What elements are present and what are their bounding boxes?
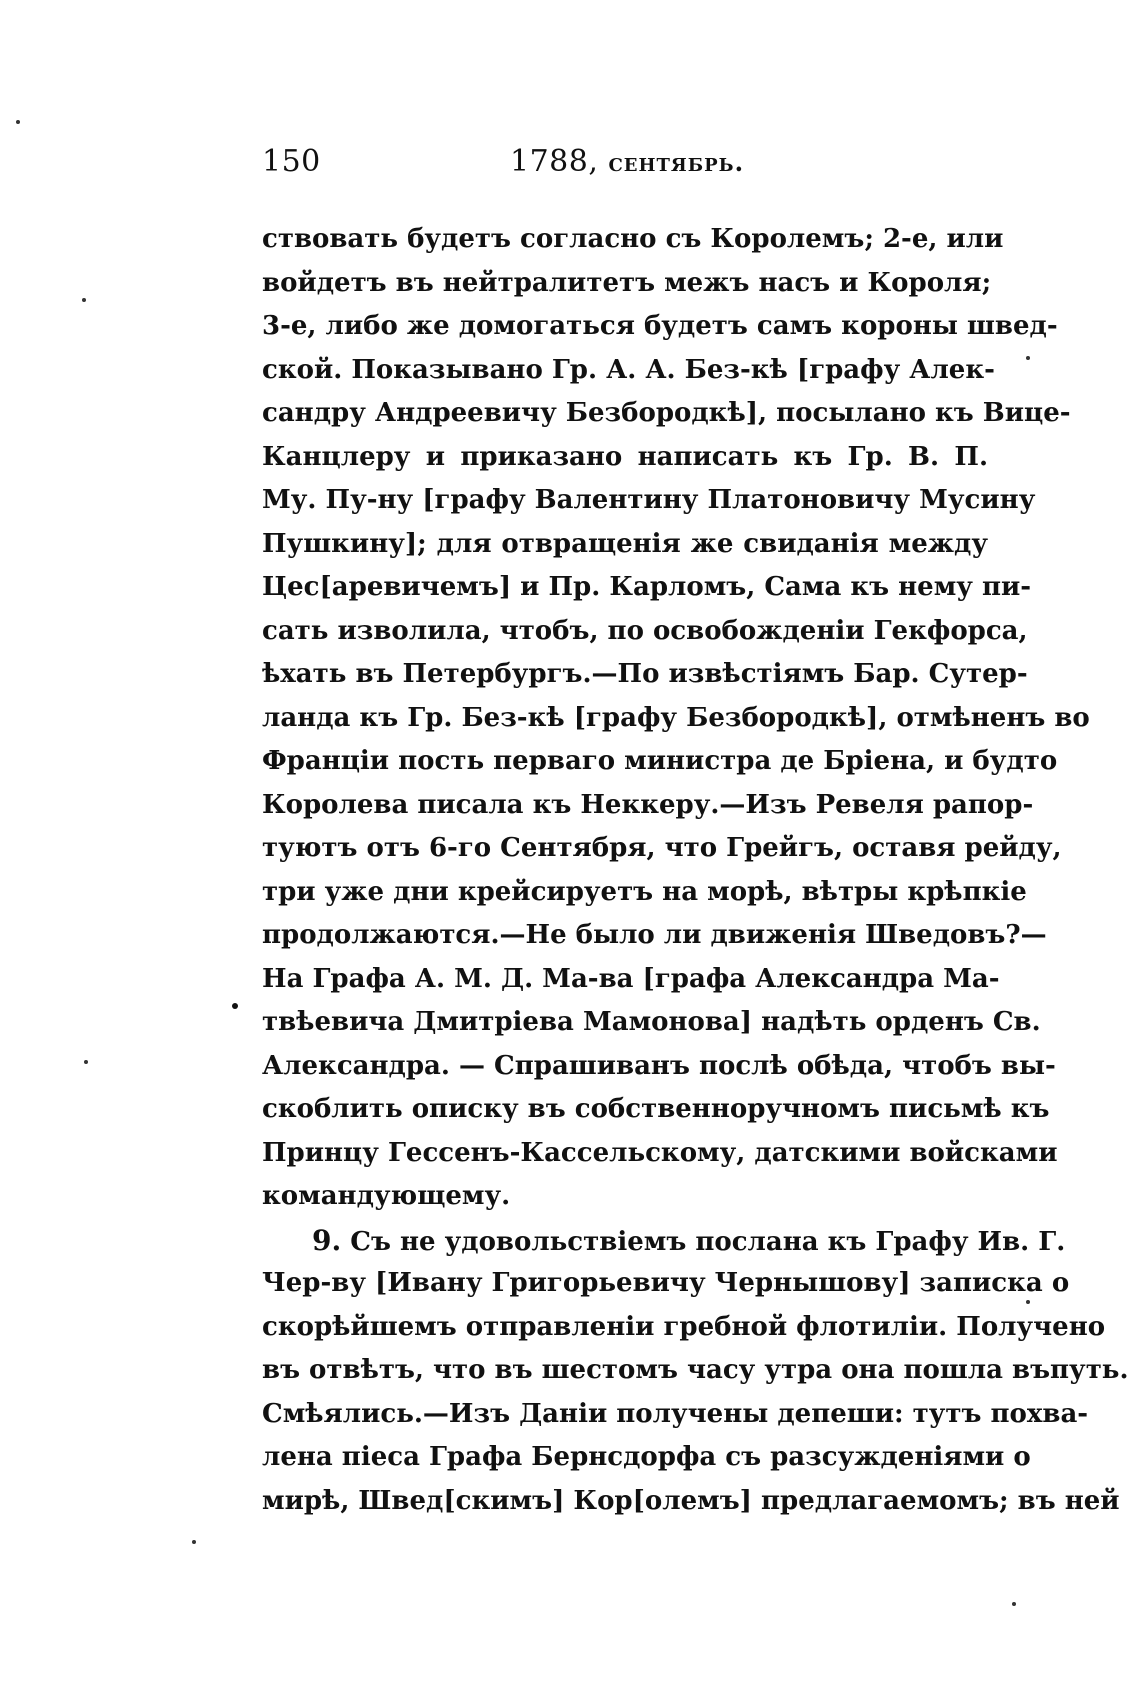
text-line: командующему.	[262, 1181, 511, 1211]
paragraph-number: 9.	[312, 1223, 342, 1257]
text-line: Канцлеру и приказано написать къ Гр. В. П.	[262, 441, 988, 472]
text-line: Королева писала къ Неккеру.—Изъ Ревеля рапор-	[262, 789, 1034, 820]
text-line: 3-е, либо же домогаться будетъ самъ короны швед-	[262, 311, 1058, 341]
text-line: Александра. — Спрашиванъ послѣ обѣда, чтобъ вы-	[262, 1050, 1056, 1081]
scan-speck	[82, 298, 86, 302]
text-line: На Графа А. М. Д. Ма-ва [графа Александра Ма-	[262, 963, 1000, 994]
scan-speck	[84, 1060, 88, 1064]
text-line: сандру Андреевичу Безбородкѣ], посылано къ Вице-	[262, 398, 1071, 428]
text-line: скоблить описку въ собственноручномъ письмѣ къ	[262, 1094, 1050, 1124]
text-line: скорѣйшемъ отправленіи гребной флотиліи. Получено	[262, 1311, 1106, 1342]
text-line: твѣевича Дмитріева Мамонова] надѣть орденъ Св.	[262, 1007, 1041, 1037]
text-line: Принцу Гессенъ-Кассельскому, датскими войсками	[262, 1137, 1058, 1168]
text-line: Пушкину]; для отвращенія же свиданія между	[262, 528, 988, 559]
page-number: 150	[262, 144, 321, 179]
scan-speck	[232, 1003, 238, 1009]
running-head	[510, 142, 744, 183]
text-line: три уже дни крейсируетъ на морѣ, вѣтры крѣпкіе	[262, 876, 1027, 907]
paragraph-9-text: Съ не удовольствіемъ послана къ Графу Ив. Г.	[350, 1226, 1066, 1257]
text-line: Цес[аревичемъ] и Пр. Карломъ, Сама къ нему пи-	[262, 572, 1032, 602]
text-line: ской. Показывано Гр. А. А. Без-кѣ [графу Алек-	[262, 354, 995, 385]
text-line: Смѣялись.—Изъ Даніи получены депеши: тутъ похва-	[262, 1398, 1089, 1429]
text-line: ланда къ Гр. Без-кѣ [графу Безбородкѣ], отмѣненъ во	[262, 702, 1090, 733]
scan-speck	[16, 120, 20, 124]
text-line: туютъ отъ 6-го Сентября, что Грейгъ, оставя рейду,	[262, 833, 1062, 863]
text-line: мирѣ, Швед[скимъ] Кор[олемъ] предлагаемомъ; въ ней	[262, 1485, 1120, 1516]
text-line: продолжаются.—Не было ли движенія Шведовъ?—	[262, 920, 1047, 950]
running-head-month: сентябрь.	[608, 148, 745, 177]
text-line: лена піеса Графа Бернсдорфа съ разсужденіями о	[262, 1442, 1031, 1472]
scan-speck	[1026, 356, 1030, 360]
running-head-year: 1788,	[510, 144, 599, 179]
text-line: ѣхать въ Петербургъ.—По извѣстіямъ Бар. Сутер-	[262, 659, 1028, 689]
text-line: въ отвѣтъ, что въ шестомъ часу утра она пошла въпуть.	[262, 1355, 1129, 1385]
text-line: ствовать будетъ согласно съ Королемъ; 2-е, или	[262, 224, 1004, 254]
scan-speck	[1012, 1602, 1016, 1606]
text-line: войдетъ въ нейтралитетъ межъ насъ и Короля;	[262, 267, 992, 298]
page-header	[262, 142, 982, 182]
text-line: Чер-ву [Ивану Григорьевичу Чернышову] записка о	[262, 1268, 1070, 1298]
scan-speck	[192, 1540, 196, 1544]
body-text	[262, 218, 1129, 1523]
scan-speck	[1026, 1300, 1030, 1304]
text-line: сать изволила, чтобъ, по освобожденіи Гекфорса,	[262, 615, 1028, 646]
text-line: Франціи пость перваго министра де Бріена, и будто	[262, 746, 1058, 776]
paragraph-9-first-line	[262, 1219, 1066, 1263]
text-line: Му. Пу-ну [графу Валентину Платоновичу Мусину	[262, 485, 1036, 515]
